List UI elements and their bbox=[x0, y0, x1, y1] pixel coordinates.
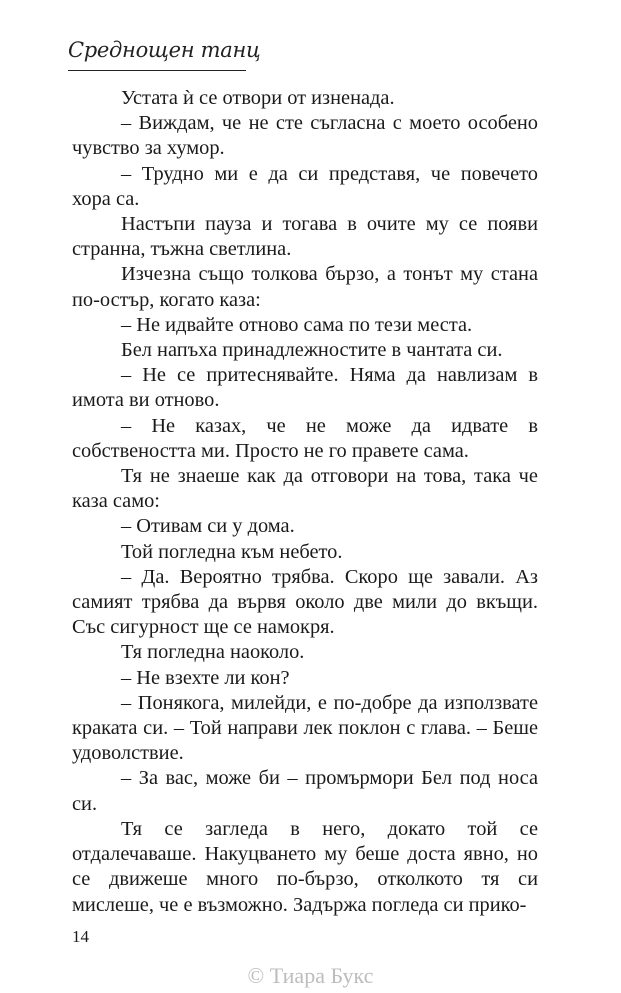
paragraph: Устата ѝ се отвори от изненада. bbox=[121, 87, 395, 109]
book-title: Среднощен танц bbox=[68, 38, 261, 62]
body-text bbox=[72, 86, 538, 918]
paragraph: Настъпи пауза и тогава в очите му се появи странна, тъжна светлина. bbox=[72, 213, 538, 261]
paragraph: Бел напъха принадлежностите в чантата си. bbox=[121, 339, 503, 362]
paragraph: – Понякога, милейди, е по-добре да използвате краката си. – Той направи лек поклон с глава. – Беше удоволствие. bbox=[72, 691, 538, 765]
paragraph: Тя се загледа в него, докато той се отдалечаваше. Накуцването му беше доста явно, но се движеше много по-бързо, отколкото тя си мислеше, че е възможно. Задържа погледа си прико- bbox=[72, 817, 538, 916]
paragraph: – Не взехте ли кон? bbox=[121, 666, 290, 689]
paragraph: Тя погледна наоколо. bbox=[121, 641, 305, 664]
paragraph: Изчезна също толкова бързо, а тонът му стана по-остър, когато каза: bbox=[72, 263, 538, 311]
paragraph: – Не казах, че не може да идвате в собствеността ми. Просто не го правете сама. bbox=[72, 414, 538, 462]
paragraph: – Да. Вероятно трябва. Скоро ще завали. Аз самият трябва да вървя около две мили до вкъщи. Със сигурност ще се намокря. bbox=[72, 565, 538, 639]
paragraph: – Отивам си у дома. bbox=[121, 515, 295, 538]
paragraph: – За вас, може би – промърмори Бел под носа си. bbox=[72, 767, 538, 815]
paragraph: – Не се притеснявайте. Няма да навлизам в имота ви отново. bbox=[72, 364, 538, 412]
paragraph: – Трудно ми е да си представя, че повечето хора са. bbox=[72, 162, 538, 210]
paragraph: Тя не знаеше как да отговори на това, така че каза само: bbox=[72, 465, 538, 513]
paragraph: Той погледна към небето. bbox=[121, 540, 343, 563]
page-number: 14 bbox=[72, 927, 89, 946]
copyright-watermark: © Тиара Букс bbox=[247, 963, 374, 988]
header-rule bbox=[68, 70, 246, 71]
paragraph: – Не идвайте отново сама по тези места. bbox=[121, 313, 473, 336]
running-header bbox=[68, 36, 260, 64]
paragraph: – Виждам, че не сте съгласна с моето особено чувство за хумор. bbox=[72, 112, 538, 160]
